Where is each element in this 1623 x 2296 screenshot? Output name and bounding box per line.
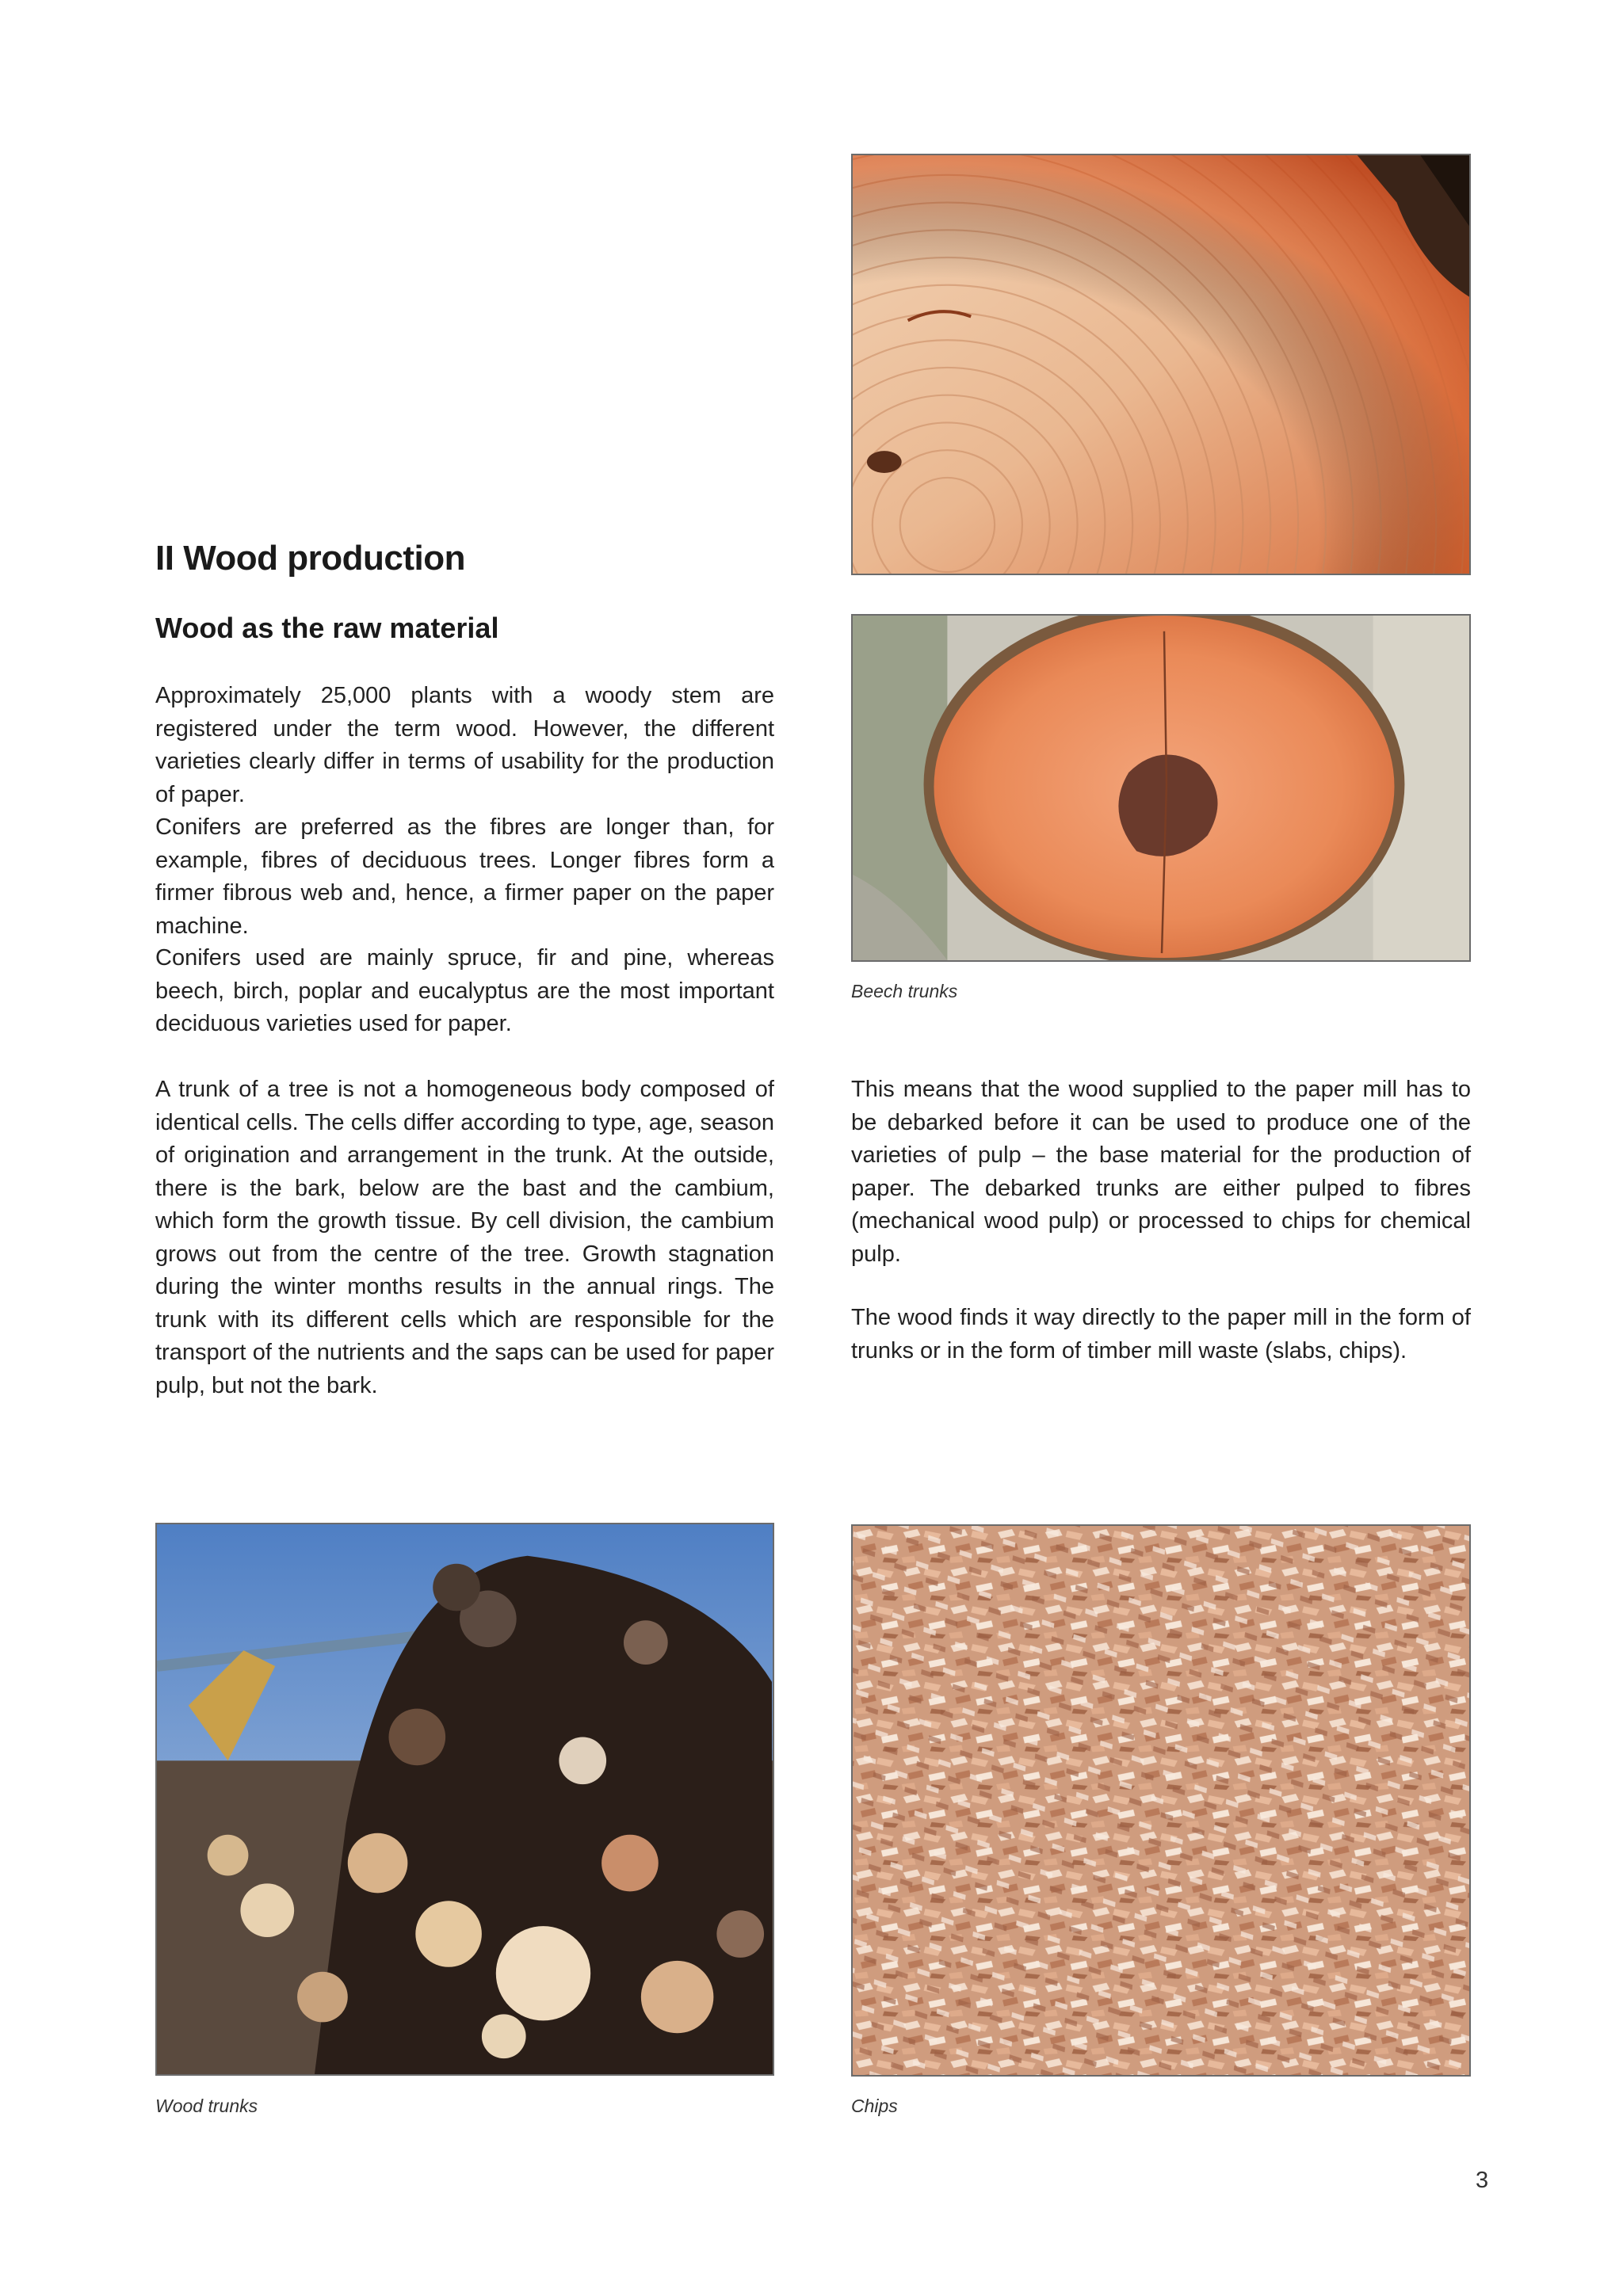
right-paragraph-2: The wood finds it way directly to the paper mill in the form of trunks or in the form of timber mill waste (slabs, chips). xyxy=(851,1305,1471,1363)
section-title xyxy=(155,539,465,578)
section-title-text: Wood production xyxy=(183,539,466,578)
beech-trunks-caption: Beech trunks xyxy=(851,981,958,1001)
wood-trunks-caption: Wood trunks xyxy=(155,2096,258,2116)
left-paragraph-1: Approximately 25,000 plants with a woody stem are registered under the term wood. However, the different varieties clearly differ in terms of usability for the production of paper. xyxy=(155,683,774,807)
beech-trunk-photo xyxy=(851,614,1471,962)
page-number: 3 xyxy=(1476,2168,1489,2193)
section-subtitle: Wood as the raw material xyxy=(155,612,499,644)
chips-caption: Chips xyxy=(851,2096,898,2116)
right-paragraph-1: This means that the wood supplied to the paper mill has to be debarked before it can be used to produce one of the varieties of pulp – the base material for the production of paper. The debarked trunks are either pulped to fibres (mechanical wood pulp) or processed to chips for chemical pulp. xyxy=(851,1077,1471,1267)
chips-photo xyxy=(851,1524,1471,2077)
left-paragraph-2: Conifers are preferred as the fibres are longer than, for example, fibres of deciduous trees. Longer fibres form a firmer fibrous web and, hence, a firmer paper on the paper machine. xyxy=(155,814,774,939)
annual-rings-photo xyxy=(851,154,1471,575)
section-numeral: II xyxy=(155,539,174,578)
left-paragraph-4: A trunk of a tree is not a homogeneous body composed of identical cells. The cells differ according to type, age, season of origination and arrangement in the trunk. At the outside, there is the bark, below are the bast and the cambium, which form the growth tissue. By cell division, the cambium grows out from the centre of the tree. Growth stagnation during the winter months results in the annual rings. The trunk with its different cells which are responsible for the transport of the nutrients and the saps can be used for paper pulp, but not the bark. xyxy=(155,1077,774,1398)
wood-trunks-photo xyxy=(155,1523,774,2076)
left-paragraph-3: Conifers used are mainly spruce, fir and pine, whereas beech, birch, poplar and eucalyptus are the most important deciduous varieties used for paper. xyxy=(155,945,774,1036)
